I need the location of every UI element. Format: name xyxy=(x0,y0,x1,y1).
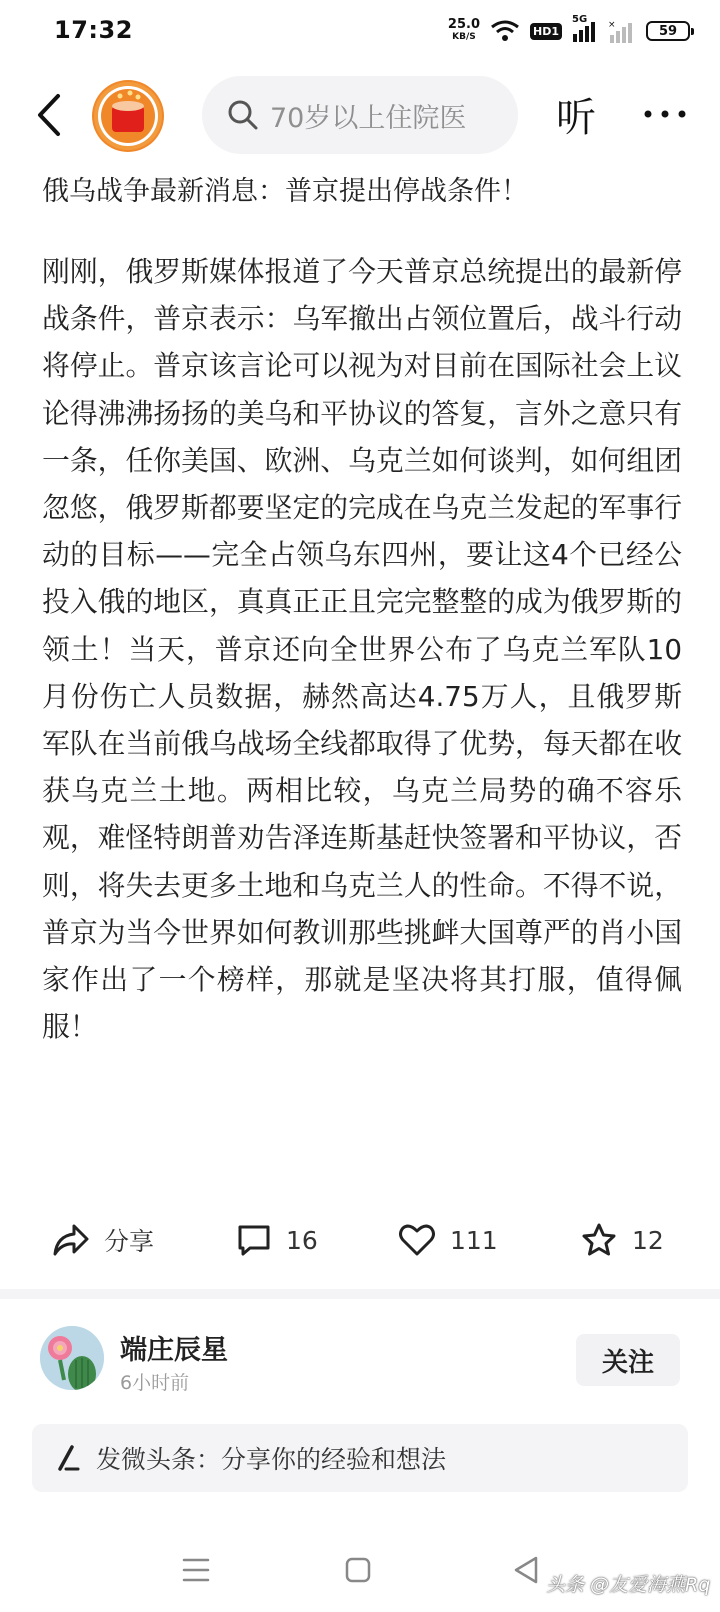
follow-button[interactable]: 关注 xyxy=(576,1334,680,1386)
share-label: 分享 xyxy=(104,1227,155,1256)
share-button[interactable] xyxy=(52,1218,154,1262)
comment-button[interactable] xyxy=(236,1218,318,1262)
home-button[interactable] xyxy=(340,1552,376,1588)
article-title: 俄乌战争最新消息：普京提出停战条件！ xyxy=(42,176,528,207)
search-placeholder: 70岁以上住院医 xyxy=(270,102,467,134)
network-speed-value: 25.0 xyxy=(447,17,480,32)
article-body: 刚刚，俄罗斯媒体报道了今天普京总统提出的最新停战条件，普京表示：乌军撤出占领位置后，战斗行动将停止。普京该言论可以视为对目前在国际社会上议论得沸沸扬扬的美乌和平协议的答复，言外之意只有一条，任你美国、欧洲、乌克兰如何谈判，如何组团忽悠，俄罗斯都要坚定的完成在乌克兰发起的军事行动的目标——完全占领乌东四州，要让这4个已经公投入俄的地区，真真正正且完完整整的成为俄罗斯的领土！当天，普京还向全世界公布了乌克兰军队10月份伤亡人员数据，赫然高达4.75万人，且俄罗斯军队在当前俄乌战场全线都取得了优势，每天都在收获乌克兰土地。两相比较，乌克兰局势的确不容乐观，难怪特朗普劝告泽连斯基赶快签署和平协议，否则，将失去更多土地和乌克兰人的性命。不得不说，普京为当今世界如何教训那些挑衅大国尊严的肖小国家作出了一个榜样，那就是坚决将其打服，值得佩服！ xyxy=(42,255,682,1044)
system-back-button[interactable] xyxy=(508,1552,544,1588)
back-button[interactable] xyxy=(30,90,70,140)
top-nav xyxy=(0,72,720,158)
favorite-button[interactable] xyxy=(580,1218,664,1262)
comment-count: 16 xyxy=(286,1225,318,1255)
comment-icon xyxy=(236,1222,272,1258)
compose-placeholder: 发微头条：分享你的经验和想法 xyxy=(96,1445,447,1474)
heart-icon xyxy=(398,1222,436,1258)
pen-icon xyxy=(54,1444,82,1472)
search-input[interactable] xyxy=(202,76,518,154)
svg-text:×: × xyxy=(608,20,616,30)
action-bar xyxy=(0,1212,720,1272)
more-dots-icon xyxy=(640,94,690,134)
listen-button[interactable]: 听 xyxy=(556,95,596,141)
status-icons xyxy=(448,14,690,48)
post-time: 6小时前 xyxy=(120,1372,190,1394)
favorite-count: 12 xyxy=(632,1225,664,1255)
hd-badge: HD1 xyxy=(530,23,562,40)
more-button[interactable] xyxy=(640,94,690,134)
recent-apps-button[interactable] xyxy=(178,1552,214,1588)
red-drum-icon xyxy=(92,80,164,152)
search-icon xyxy=(226,98,260,132)
wifi-icon xyxy=(490,19,520,43)
cellular-5g xyxy=(572,14,598,42)
status-time: 17:32 xyxy=(54,16,133,44)
author-row xyxy=(0,1318,720,1398)
cactus-flower-avatar xyxy=(40,1326,104,1390)
like-count: 111 xyxy=(450,1225,498,1255)
star-icon xyxy=(580,1222,618,1258)
section-divider xyxy=(0,1289,720,1299)
network-type-label: 5G xyxy=(572,14,588,25)
status-bar xyxy=(0,0,720,62)
watermark: 头条 @友爱海燕Rq xyxy=(546,1574,711,1596)
compose-input[interactable] xyxy=(32,1424,688,1492)
share-icon xyxy=(52,1222,90,1258)
like-button[interactable] xyxy=(398,1218,498,1262)
back-arrow-icon xyxy=(30,90,70,140)
network-speed-unit: KB/S xyxy=(452,32,476,42)
back-triangle-icon xyxy=(508,1552,544,1588)
battery-indicator: 59 xyxy=(646,21,690,41)
home-square-icon xyxy=(340,1552,376,1588)
author-name[interactable]: 端庄辰星 xyxy=(120,1335,228,1366)
menu-icon xyxy=(178,1552,214,1588)
author-avatar[interactable] xyxy=(40,1326,104,1390)
signal-icon-secondary xyxy=(608,19,636,43)
network-speed xyxy=(448,19,480,43)
channel-logo[interactable] xyxy=(92,80,164,152)
article xyxy=(42,170,682,1050)
